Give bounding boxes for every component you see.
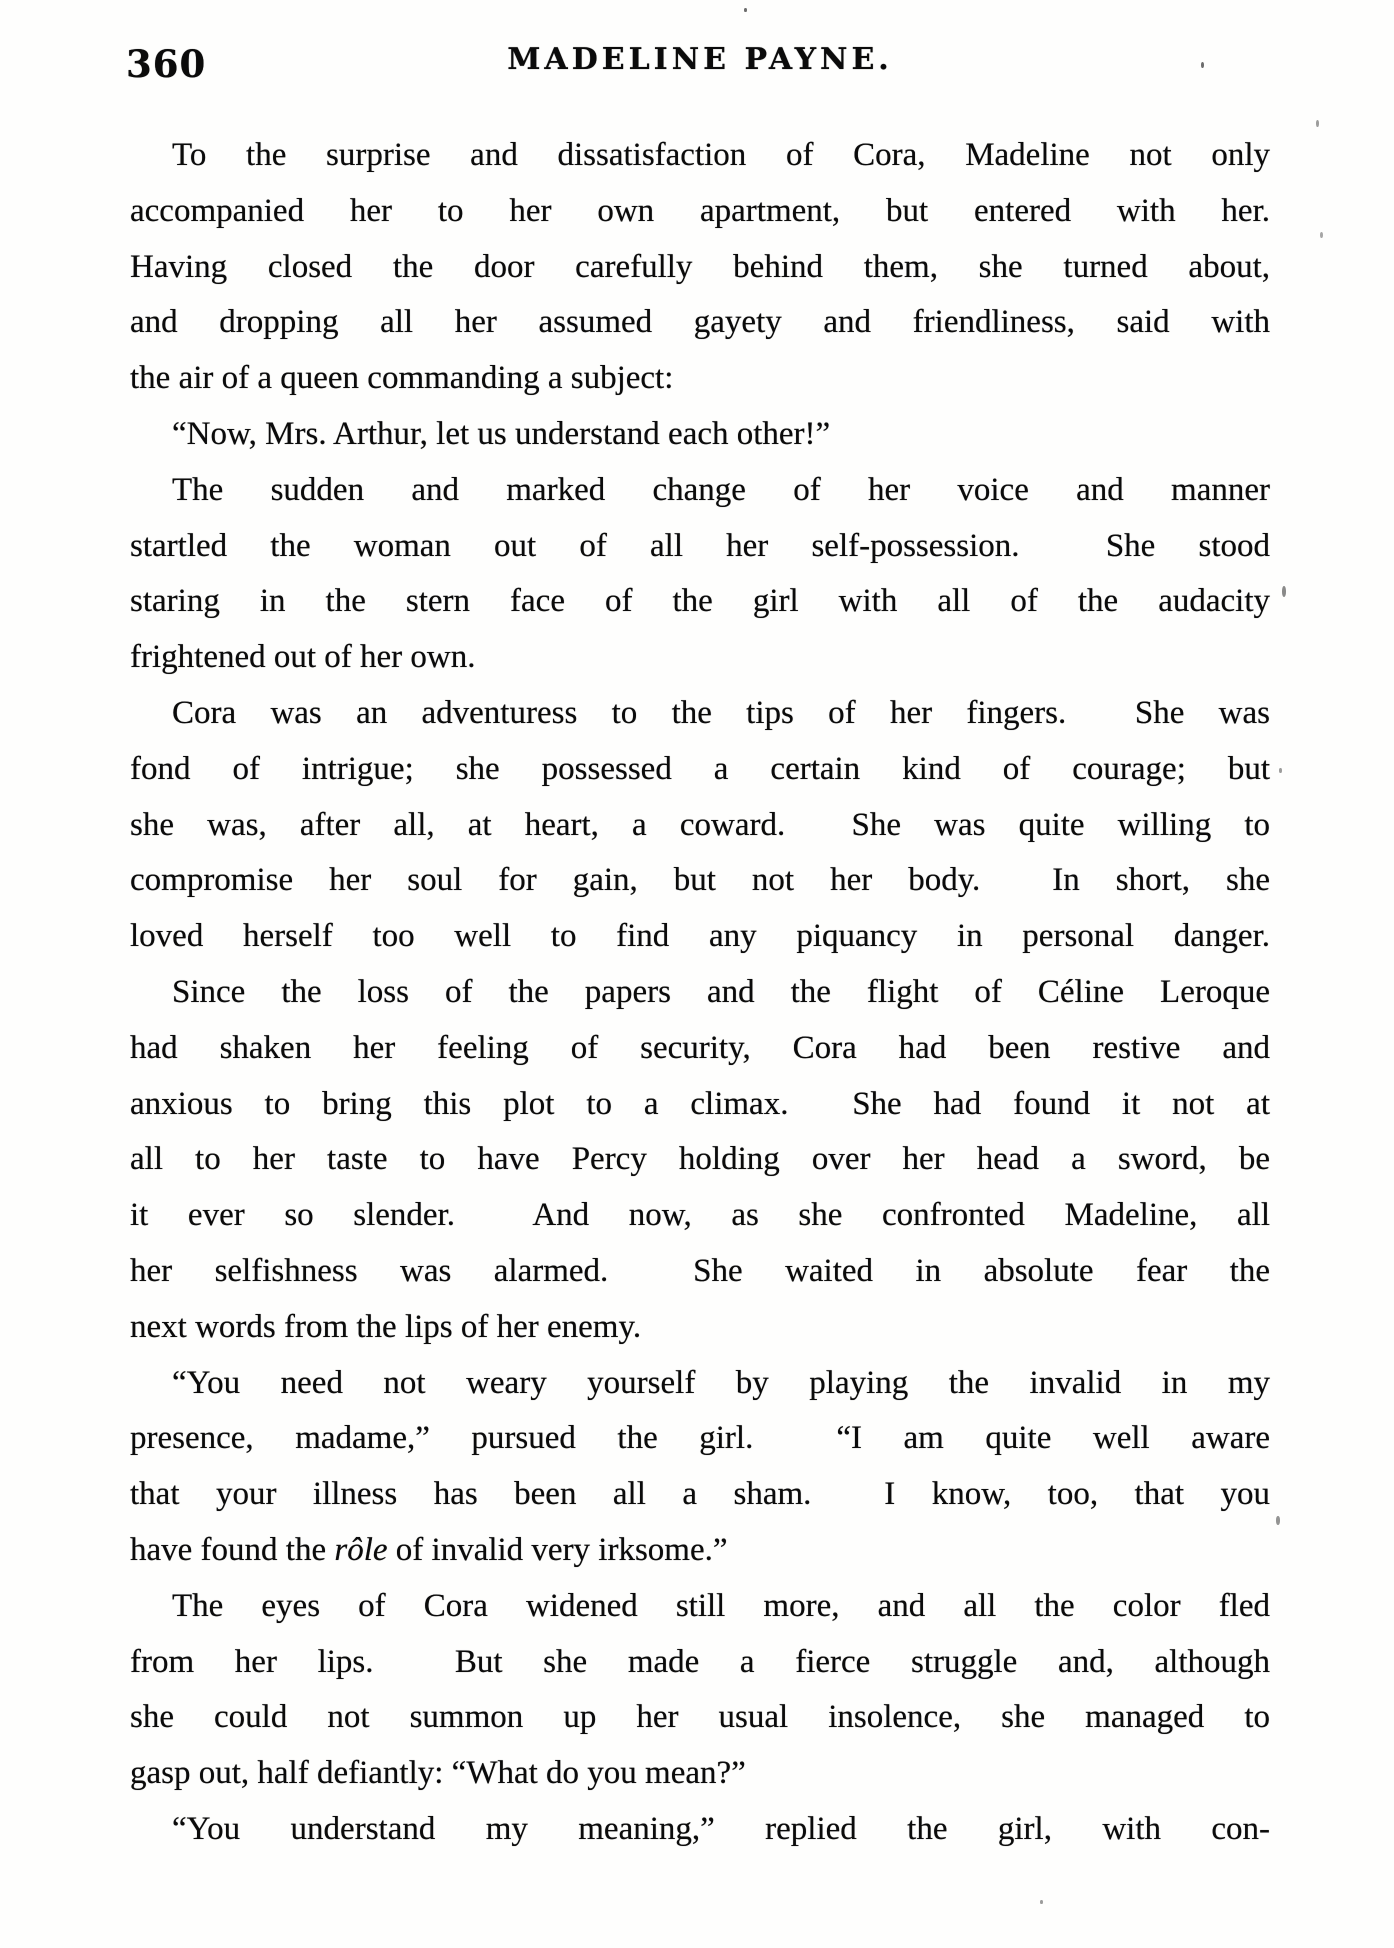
page-header	[126, 42, 1270, 88]
scan-artifact	[1276, 1516, 1280, 1525]
paragraph	[130, 128, 1270, 407]
text-line: that your illness has been all a sham. I know, too, that you	[130, 1476, 1270, 1513]
running-title: MADELINE PAYNE.	[507, 42, 893, 77]
paragraph	[130, 407, 1270, 463]
scan-artifact	[1316, 120, 1319, 127]
text-line: compromise her soul for gain, but not her body. In short, she	[130, 862, 1270, 899]
paragraph	[130, 686, 1270, 965]
text-line: The sudden and marked change of her voice and manner	[172, 471, 1270, 508]
text-line: anxious to bring this plot to a climax. She had found it not at	[130, 1085, 1270, 1122]
text-line: accompanied her to her own apartment, but entered with her.	[130, 192, 1270, 229]
paragraph	[130, 965, 1270, 1356]
paragraph	[130, 463, 1270, 686]
scan-artifact	[744, 8, 747, 12]
text-line: frightened out of her own.	[130, 639, 476, 676]
text-line: and dropping all her assumed gayety and friendliness, said with	[130, 304, 1270, 341]
text-line: To the surprise and dissatisfaction of Cora, Madeline not only	[172, 137, 1270, 173]
text-line: her selfishness was alarmed. She waited in absolute fear the	[130, 1252, 1270, 1289]
text-line: the air of a queen commanding a subject:	[130, 360, 674, 397]
text-line: Cora was an adventuress to the tips of her fingers. She was	[172, 694, 1270, 731]
scan-artifact	[1201, 62, 1204, 68]
scan-artifact	[1040, 1900, 1043, 1904]
text-line: presence, madame,” pursued the girl. “I am quite well aware	[130, 1420, 1270, 1457]
text-segment: have found the	[130, 1531, 335, 1568]
text-line: The eyes of Cora widened still more, and all the color fled	[172, 1587, 1270, 1624]
text-line: staring in the stern face of the girl with all of the audacity	[130, 583, 1270, 620]
text-line: fond of intrigue; she possessed a certain kind of courage; but	[130, 750, 1270, 787]
text-line: gasp out, half defiantly: “What do you mean?”	[130, 1755, 746, 1792]
text-line: she could not summon up her usual insolence, she managed to	[130, 1699, 1270, 1736]
paragraph	[130, 1579, 1270, 1802]
text-line: Since the loss of the papers and the flight of Céline Leroque	[172, 973, 1270, 1010]
scan-artifact	[1282, 586, 1286, 597]
text-line: next words from the lips of her enemy.	[130, 1308, 642, 1345]
text-line: it ever so slender. And now, as she confronted Madeline, all	[130, 1197, 1270, 1234]
page-number: 360	[126, 42, 207, 86]
paragraph	[130, 1356, 1270, 1579]
text-line: had shaken her feeling of security, Cora had been restive and	[130, 1029, 1270, 1066]
scan-artifact	[1279, 768, 1282, 773]
text-line: she was, after all, at heart, a coward. She was quite willing to	[130, 806, 1270, 843]
text-line: “You need not weary yourself by playing the invalid in my	[172, 1364, 1270, 1401]
text-line: Having closed the door carefully behind them, she turned about,	[130, 248, 1270, 285]
italic-word: rôle	[334, 1531, 388, 1568]
text-segment: of invalid very irksome.”	[387, 1531, 728, 1568]
text-line: all to her taste to have Percy holding over her head a sword, be	[130, 1141, 1270, 1178]
text-line: from her lips. But she made a fierce struggle and, although	[130, 1643, 1270, 1680]
text-line	[130, 1523, 1270, 1579]
page-body	[130, 128, 1270, 1858]
text-line: “Now, Mrs. Arthur, let us understand each other!”	[172, 415, 831, 452]
text-line: “You understand my meaning,” replied the girl, with con-	[172, 1810, 1270, 1847]
paragraph	[130, 1802, 1270, 1858]
text-line: loved herself too well to find any piquancy in personal danger.	[130, 918, 1270, 955]
text-line: startled the woman out of all her self-possession. She stood	[130, 527, 1270, 564]
scan-artifact	[1320, 232, 1323, 238]
